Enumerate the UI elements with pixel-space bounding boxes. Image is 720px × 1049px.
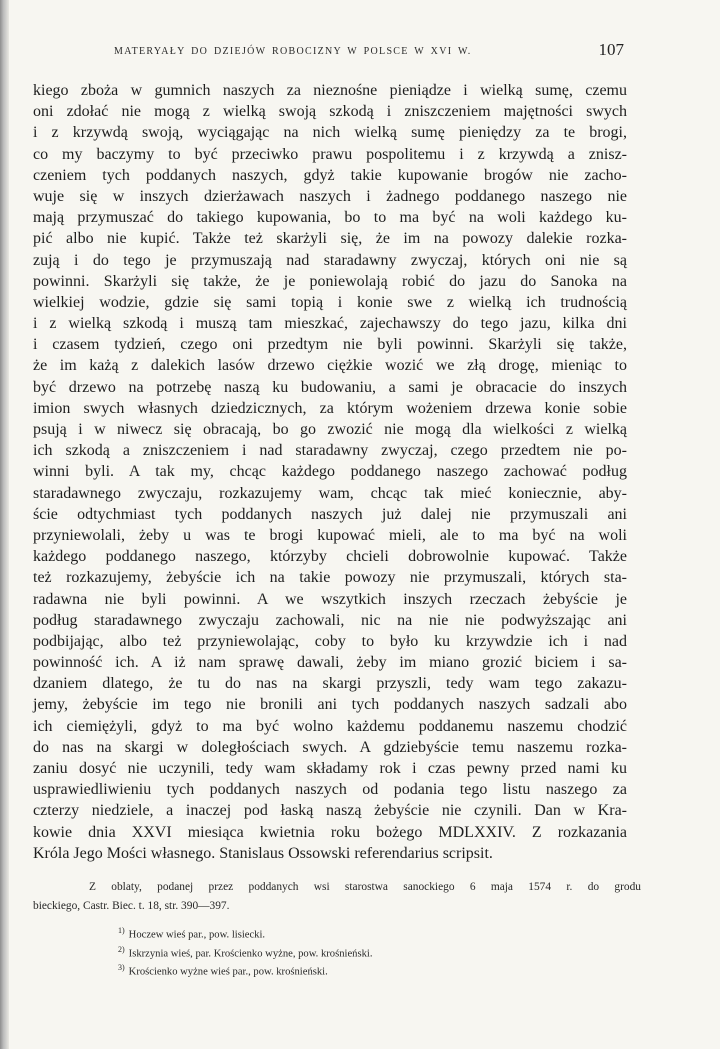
text-line: do nas na skargi w doległościach swych. A gdziebyście temu naszemu rozka- [33, 738, 627, 756]
text-line: podług staradawnego zwyczaju zachowali, nic na nie nie podwyższając ani [33, 611, 627, 629]
source-note-line: Z oblaty, podanej przez poddanych wsi starostwa sanockiego 6 maja 1574 r. do grodu [89, 881, 641, 893]
page-header [110, 40, 630, 62]
text-line: imion swych własnych dziedzicznych, za którym wożeniem drzewa konie sobie [33, 399, 627, 417]
text-line: być drzewo na potrzebę naszą ku budowaniu, a sami je obracacie do inszych [33, 378, 627, 396]
text-line: oni zdołać nie mogą z wielką swoją szkodą i zniszczeniem majętności swych [33, 103, 627, 121]
text-line: kiego zboża w gumnich naszych za nieznośne pieniądze i wielką sumę, czemu [33, 82, 627, 99]
text-line: ście odtychmiast tych poddanych naszych już dalej nie przymuszali ani [33, 505, 627, 523]
text-line: kowie dnia XXVI miesiąca kwietnia roku bożego MDLXXIV. Z rozkazania [33, 823, 627, 841]
text-line: pić albo nie kupić. Także też skarżyli się, że im na powozy dalekie rozka- [33, 230, 627, 248]
text-line: wielkiej wodzie, gdzie się sami topią i konie swe z wielką ich trudnością [33, 293, 627, 311]
text-line: co my baczymy to być przeciwko prawu pospolitemu i z krzywdą a znisz- [33, 145, 627, 163]
text-line: psują i w niwecz się obracają, bo go zwozić nie mogą dla wielkości z wielką [33, 421, 627, 438]
text-line: każdego poddanego naszego, którzyby chcieli dobrowolnie kupować. Także [33, 548, 627, 566]
text-line: i z wielką szkodą i muszą tam mieszkać, zajechawszy do tego jazu, kilka dni [33, 315, 627, 333]
text-line: staradawnego zwyczaju, rozkazujemy wam, chcąc tak mieć koniecznie, aby- [33, 484, 627, 502]
footnote [118, 941, 538, 960]
text-line: też rozkazujemy, żebyście ich na takie powozy nie przymuszali, których sta- [33, 569, 627, 587]
text-line: Króla Jego Mości własnego. Stanislaus Ossowski referendarius scripsit. [33, 844, 493, 862]
running-title: MATERYAŁY DO DZIEJÓW ROBOCIZNY W POLSCE W XVI W. [114, 46, 472, 57]
body-text [33, 80, 627, 864]
text-line: powinność ich. A iż nam sprawę dawali, żeby im miano grozić biciem i sa- [33, 654, 627, 672]
text-line: powinni. Skarżyli się także, że je poniewolają robić do jazu do Sanoka na [33, 272, 627, 290]
text-line: radawna nie byli powinni. A we wszytkich inszych rzeczach żebyście je [33, 590, 627, 608]
text-line: mają przymuszać do takiego kupowania, bo to ma być na woli każdego ku- [33, 209, 627, 227]
text-line: podbijając, albo też przyniewolając, coby to było ku krzywdzie ich i nad [33, 632, 627, 650]
text-line: i z krzywdą swoją, wyciągając na nich wielką sumę pieniędzy za te brogi, [33, 124, 627, 142]
source-note-line: bieckiego, Castr. Biec. t. 18, str. 390—397. [33, 900, 230, 912]
text-line: ich ciemiężyli, gdyż to ma być wolno każdemu poddanemu naszemu chodzić [33, 717, 627, 735]
footnote-text: Krościenko wyżne wieś par., pow. krośnieński. [128, 966, 328, 978]
text-line: zaniu dosyć nie uczynili, tedy wam składamy rok i czas pewny przed nami ku [33, 760, 627, 777]
footnote-mark: 2) [118, 944, 125, 954]
page-number: 107 [598, 40, 624, 59]
footnote-text: Iskrzynia wieś, par. Krościenko wyżne, pow. krośnieński. [128, 948, 373, 960]
text-line: zują i do tego je przymuszają nad staradawny zwyczaj, których oni nie są [33, 251, 627, 269]
footnotes [118, 922, 538, 978]
text-line: ich szkodą a zniszczeniem i nad staradawny zwyczaj, czego przedtem nie po- [33, 442, 627, 460]
text-line: winni byli. A tak my, chcąc każdego poddanego naszego zachować podług [33, 463, 627, 481]
scan-edge-shadow [0, 0, 9, 1049]
text-line: przyniewolali, żeby u was te brogi kupować mieli, ale to ma być na woli [33, 526, 627, 544]
text-line: usprawiedliwieniu tych poddanych naszych od podania tego listu naszego za [33, 781, 627, 799]
text-line: że im każą z dalekich lasów drzewo ciężkie wozić we złą drogę, mieniąc to [33, 357, 627, 375]
footnote-text: Hoczew wieś par., pow. lisiecki. [128, 929, 266, 941]
text-line: wuje się w inszych dzierżawach naszych i żadnego poddanego naszego nie [33, 187, 627, 205]
source-note [33, 878, 641, 916]
footnote-mark: 3) [118, 963, 125, 972]
text-line: i czasem tydzień, czego oni przedtym nie byli powinni. Skarżyli się także, [33, 336, 627, 354]
footnote [118, 959, 538, 978]
text-line: dzaniem dlatego, że tu do nas na skargi przyszli, tedy wam tego zakazu- [33, 675, 627, 693]
text-line: jemy, żebyście im tego nie bronili ani tych poddanych naszych sadzali abo [33, 696, 627, 714]
text-line: czeniem tych poddanych naszych, gdyż takie kupowanie brogów nie zacho- [33, 166, 627, 184]
footnote [118, 922, 538, 941]
footnote-mark: 1) [118, 926, 125, 935]
text-line: czterzy niedziele, a inaczej pod łaską naszą żebyście nie czynili. Dan w Kra- [33, 802, 627, 820]
